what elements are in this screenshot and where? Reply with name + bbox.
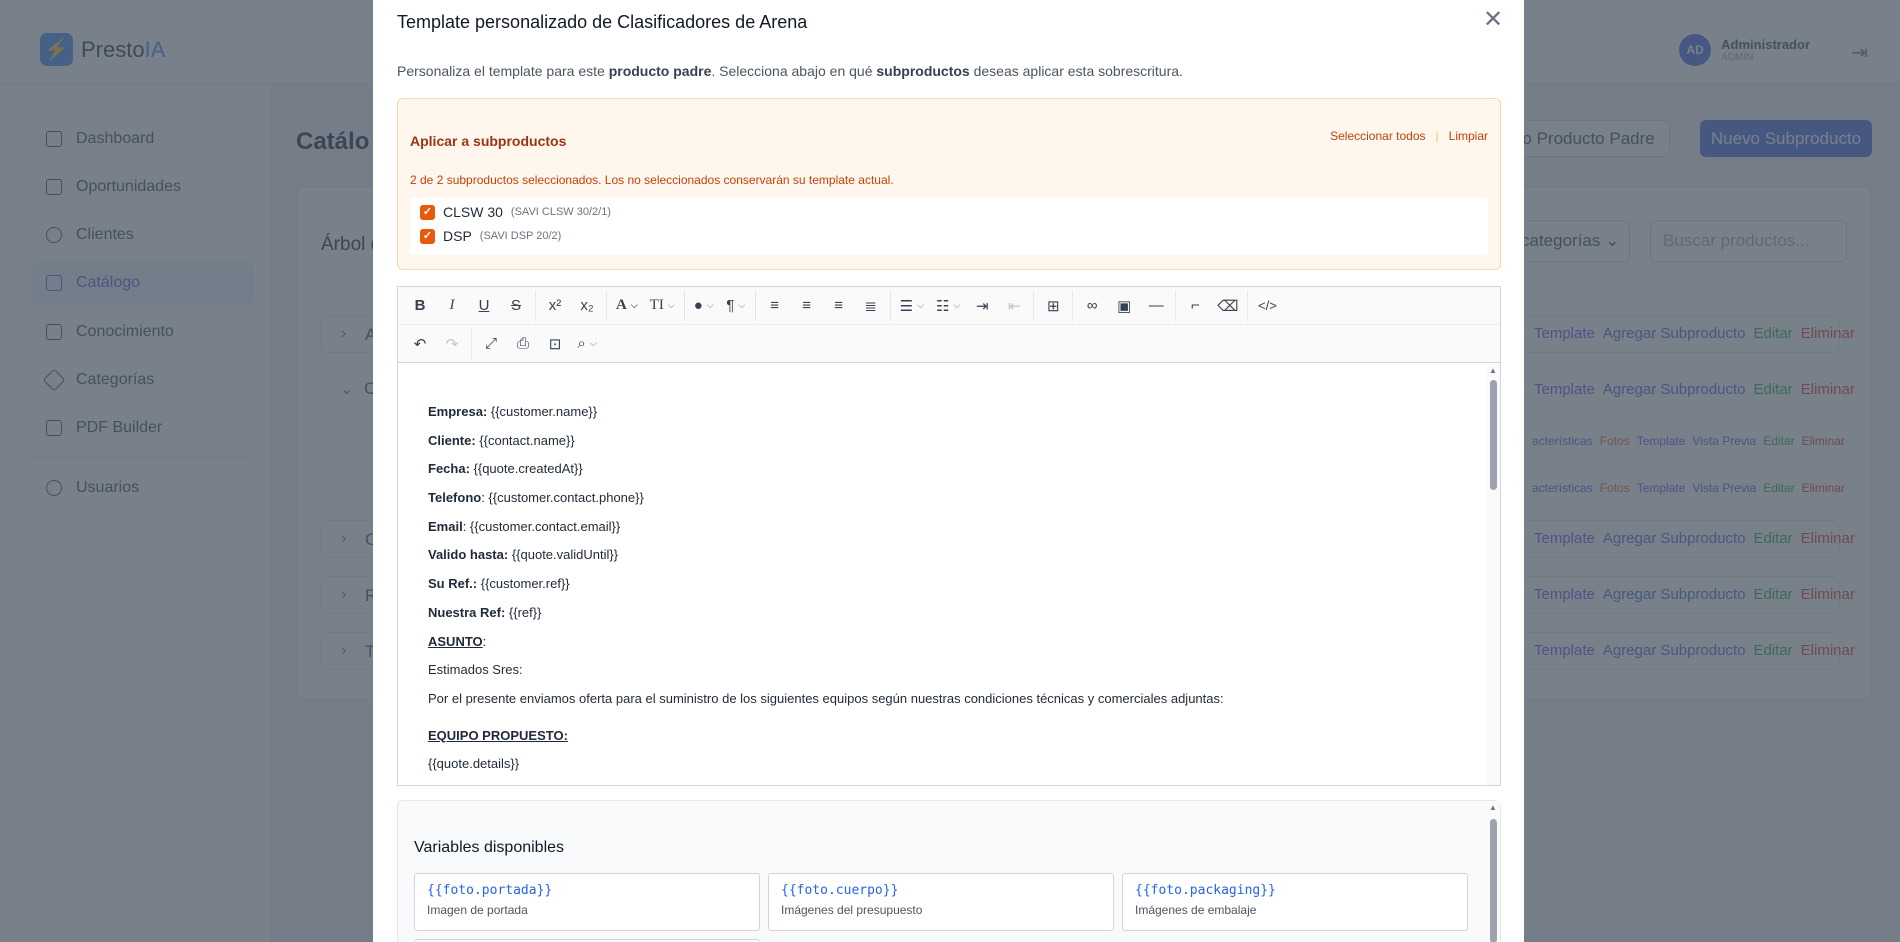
editor-content[interactable] — [398, 364, 1487, 785]
editor-line: Valido hasta: {{quote.validUntil}} — [428, 547, 619, 563]
variable-code: {{foto.portada}} — [427, 883, 553, 898]
editor-line: ASUNTO: — [428, 633, 487, 649]
align-right-icon[interactable]: ≡ — [834, 297, 844, 314]
font-size-icon[interactable]: TI ⌵ — [649, 297, 675, 313]
scroll-up-icon[interactable]: ▲ — [1489, 366, 1497, 375]
toolbar-divider — [890, 291, 891, 321]
select-all-icon[interactable]: ⊡ — [548, 335, 562, 353]
align-justify-icon[interactable]: ≣ — [864, 297, 877, 315]
close-icon[interactable]: ✕ — [1482, 6, 1504, 33]
select-all-button[interactable]: Seleccionar todos — [1330, 129, 1426, 143]
bold-icon[interactable]: B — [414, 297, 426, 314]
editor-line: EQUIPO PROPUESTO: — [428, 727, 568, 743]
outdent-icon[interactable]: ⇤ — [1007, 297, 1021, 315]
variable-desc: Imagen de portada — [427, 903, 528, 917]
subproduct-name: CLSW 30 — [443, 204, 503, 220]
editor-line: Su Ref.: {{customer.ref}} — [428, 576, 570, 592]
apply-subproducts-panel — [397, 98, 1501, 270]
selection-info: 2 de 2 subproductos seleccionados. Los no seleccionados conservarán su template actual. — [410, 173, 894, 187]
link-icon[interactable]: ∞ — [1086, 297, 1098, 314]
numbered-list-icon[interactable]: ☷ ⌵ — [935, 297, 961, 315]
toolbar-divider — [755, 291, 756, 321]
link-separator: | — [1435, 129, 1439, 143]
paragraph-icon[interactable]: ¶ ⌵ — [726, 297, 746, 314]
list-item[interactable] — [420, 204, 611, 220]
print-icon[interactable]: ⎙ — [516, 335, 529, 352]
editor-line: Estimados Sres: — [428, 662, 523, 678]
editor-line: Empresa: {{customer.name}} — [428, 404, 598, 419]
variable-code: {{foto.packaging}} — [1135, 883, 1276, 898]
scroll-up-icon[interactable]: ▲ — [1489, 803, 1497, 812]
editor-line: Por el presente enviamos oferta para el suministro de los siguientes equipos según nuestras condiciones técnicas y comerciales adjuntas: — [428, 690, 1224, 706]
template-modal — [373, 0, 1524, 942]
superscript-icon[interactable]: x² — [548, 297, 562, 314]
toolbar-divider — [471, 329, 472, 359]
checkbox[interactable]: ✓ — [420, 229, 435, 244]
underline-icon[interactable]: U — [478, 297, 490, 314]
checkbox[interactable]: ✓ — [420, 205, 435, 220]
color-drop-icon[interactable]: ● ⌵ — [693, 297, 714, 314]
variable-card[interactable] — [768, 873, 1114, 931]
redo-icon[interactable]: ↷ — [445, 335, 459, 353]
italic-icon[interactable]: I — [449, 297, 455, 313]
find-icon[interactable]: ⌕ ⌵ — [577, 335, 597, 352]
subproduct-code: (SAVI CLSW 30/2/1) — [510, 206, 611, 218]
toolbar-divider — [1033, 291, 1034, 321]
modal-description: Personaliza el template para este producto padre. Selecciona abajo en qué subproductos deseas aplicar esta sobrescritura. — [397, 63, 1183, 79]
editor-line: Cliente: {{contact.name}} — [428, 432, 575, 448]
editor-toolbar — [398, 287, 1500, 325]
toolbar-divider — [684, 291, 685, 321]
editor-line: Telefono: {{customer.contact.phone}} — [428, 490, 644, 506]
subproduct-list — [410, 197, 1488, 255]
apply-links — [1330, 129, 1488, 143]
editor-scrollbar[interactable] — [1487, 364, 1500, 785]
indent-icon[interactable]: ⇥ — [975, 297, 989, 315]
apply-title: Aplicar a subproductos — [410, 133, 567, 149]
toolbar-divider — [535, 291, 536, 321]
undo-icon[interactable]: ↶ — [413, 335, 427, 353]
bullet-list-icon[interactable]: ☰ ⌵ — [899, 297, 924, 315]
modal-title: Template personalizado de Clasificadores de Arena — [397, 12, 808, 32]
variable-desc: Imágenes de embalaje — [1135, 903, 1257, 917]
source-code-icon[interactable]: </> — [1258, 298, 1277, 313]
table-icon[interactable]: ⊞ — [1046, 297, 1060, 315]
editor-line: {{quote.details}} — [428, 756, 520, 772]
variable-desc: Imágenes del presupuesto — [781, 903, 923, 917]
clear-button[interactable]: Limpiar — [1448, 129, 1488, 143]
list-item[interactable] — [420, 228, 561, 244]
variables-scrollbar[interactable] — [1487, 801, 1500, 942]
variable-code: {{foto.cuerpo}} — [781, 883, 899, 898]
strikethrough-icon[interactable]: S — [510, 297, 521, 314]
editor-toolbar-secondary — [398, 325, 1500, 363]
fullscreen-icon[interactable]: ⤢ — [484, 335, 497, 352]
scroll-thumb[interactable] — [1490, 380, 1497, 490]
subscript-icon[interactable]: x₂ — [580, 297, 594, 314]
format-painter-icon[interactable]: ⌐ — [1190, 297, 1200, 314]
align-left-icon[interactable]: ≡ — [770, 297, 780, 314]
toolbar-divider — [606, 291, 607, 321]
editor-line: Email: {{customer.contact.email}} — [428, 518, 621, 534]
variable-card[interactable] — [1122, 873, 1468, 931]
font-icon[interactable]: A ⌵ — [616, 297, 638, 313]
editor-line: Nuestra Ref: {{ref}} — [428, 604, 542, 620]
align-center-icon[interactable]: ≡ — [802, 297, 812, 314]
toolbar-divider — [1175, 291, 1176, 321]
variables-panel — [397, 800, 1501, 942]
subproduct-code: (SAVI DSP 20/2) — [479, 230, 562, 242]
eraser-icon[interactable]: ⌫ — [1217, 297, 1239, 315]
variables-title: Variables disponibles — [414, 839, 565, 856]
horizontal-rule-icon[interactable]: — — [1148, 297, 1164, 314]
subproduct-name: DSP — [443, 228, 472, 244]
rich-text-editor — [397, 286, 1501, 786]
editor-line: Fecha: {{quote.createdAt}} — [428, 461, 583, 477]
scroll-thumb[interactable] — [1490, 819, 1497, 942]
toolbar-divider — [1247, 291, 1248, 321]
variable-card[interactable] — [414, 873, 760, 931]
image-icon[interactable]: ▣ — [1117, 297, 1132, 315]
toolbar-divider — [1072, 291, 1073, 321]
